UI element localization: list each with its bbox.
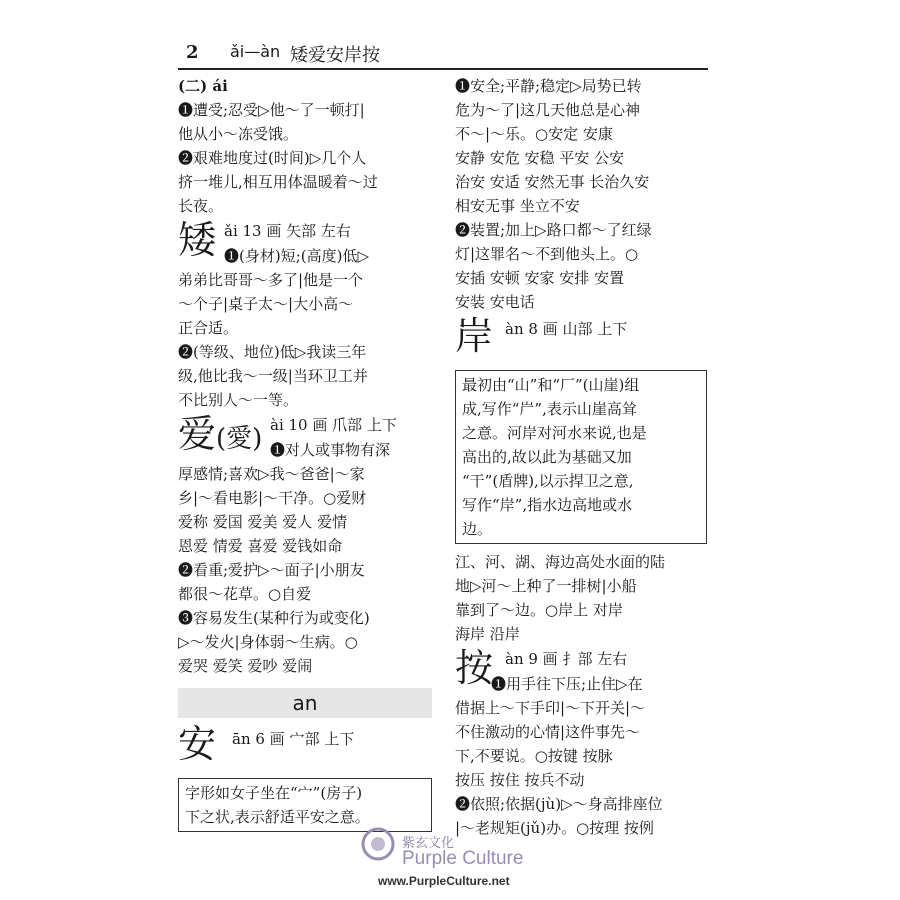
an-shore-def xyxy=(455,550,707,646)
an-press-def xyxy=(455,696,707,840)
text-line: 江、河、湖、海边高处水面的陆 xyxy=(455,553,666,571)
text-line: 靠到了～边。○岸上 对岸 xyxy=(455,601,623,619)
text-line: 爱哭 爱笑 爱吵 爱闹 xyxy=(178,657,313,675)
text-line: 厚感情;喜欢▷我～爸爸|～家 xyxy=(178,465,365,483)
headword-an-press: 按 xyxy=(455,646,494,690)
headword-ai-short: 矮 xyxy=(178,218,217,262)
text-line: ❶遭受;忍受▷他～了一顿打| xyxy=(178,101,365,119)
text-line: 最初由“山”和“厂”(山崖)组 xyxy=(462,376,640,394)
entry-head-an-press xyxy=(455,648,707,696)
text-line: 相安无事 坐立不安 xyxy=(455,197,580,215)
text-line: 字形如女子坐在“宀”(房子) xyxy=(185,784,363,802)
text-line: ❷看重;爱护▷～面子|小朋友 xyxy=(178,561,365,579)
entry-first-line: ❶用手往下压;止住▷在 xyxy=(491,675,643,693)
text-line: 之意。河岸对河水来说,也是 xyxy=(462,424,647,442)
text-line: 弟弟比哥哥～多了|他是一个 xyxy=(178,271,364,289)
headword-an-peace: 安 xyxy=(178,722,217,766)
ai-def-2 xyxy=(178,146,432,218)
text-line: 地▷河～上种了一排树|小船 xyxy=(455,577,637,595)
text-line: 都很～花草。○自爱 xyxy=(178,585,312,603)
text-line: ▷～发火|身体弱～生病。○ xyxy=(178,633,358,651)
text-line: 安装 安电话 xyxy=(455,293,535,311)
entry-head-ai-short xyxy=(178,220,432,268)
text-line: 按压 按住 按兵不动 xyxy=(455,771,585,789)
entry-first-line: ❶(身材)短;(高度)低▷ xyxy=(224,247,369,265)
page-header xyxy=(178,40,708,70)
text-line: 海岸 沿岸 xyxy=(455,625,520,643)
ai-def-1 xyxy=(178,98,432,146)
headword-ai-love xyxy=(178,412,262,461)
an-def-1 xyxy=(455,74,707,218)
text-line: 借据上～下手印|～下开关|～ xyxy=(455,699,646,717)
text-line: 灯|这罪名～不到他头上。○ xyxy=(455,245,639,263)
purple-culture-logo-icon xyxy=(360,826,396,862)
entry-first-line: ❶对人或事物有深 xyxy=(270,441,391,459)
ai-love-def xyxy=(178,462,432,678)
text-line: 边。 xyxy=(462,520,493,538)
etymology-box-an xyxy=(178,778,432,832)
watermark xyxy=(360,826,560,896)
entry-meta: àn 8 画 山部 上下 xyxy=(505,320,628,338)
text-line: 下,不要说。○按键 按脉 xyxy=(455,747,613,765)
entry-head-an-shore xyxy=(455,316,707,364)
text-line: 乡|～看电影|～干净。○爱财 xyxy=(178,489,367,507)
text-line: ～个子|桌子太～|大小高～ xyxy=(178,295,354,313)
text-line: ❸容易发生(某种行为或变化) xyxy=(178,609,370,627)
sub-heading-ai: (二) ái xyxy=(178,77,228,95)
entry-meta: ài 10 画 爪部 上下 xyxy=(270,416,397,434)
watermark-url: www.PurpleCulture.net xyxy=(378,874,510,888)
entry-meta: ǎi 13 画 矢部 左右 xyxy=(224,222,351,240)
text-line: 下之状,表示舒适平安之意。 xyxy=(185,808,370,826)
watermark-chinese: 紫玄文化 xyxy=(402,836,455,851)
text-line: 挤一堆儿,相互用体温暖着～过 xyxy=(178,173,378,191)
headword-an-shore: 岸 xyxy=(455,314,494,358)
text-line: 不～|～乐。○安定 安康 xyxy=(455,125,613,143)
text-line: ❷装置;加上▷路口都～了红绿 xyxy=(455,221,652,239)
text-line: ❶安全;平静;稳定▷局势已转 xyxy=(455,77,642,95)
text-line: 长夜。 xyxy=(178,197,224,215)
right-column xyxy=(455,74,707,840)
text-line: ❷依照;依据(jù)▷～身高排座位 xyxy=(455,795,663,813)
header-pinyin-range: ǎi—àn xyxy=(230,42,281,61)
entry-head-ai-love xyxy=(178,414,432,462)
text-line: 安插 安顿 安家 安排 安置 xyxy=(455,269,625,287)
text-line: 安静 安危 安稳 平安 公安 xyxy=(455,149,625,167)
text-line: 爱称 爱国 爱美 爱人 爱情 xyxy=(178,513,348,531)
text-line: 成,写作“屵”,表示山崖高耸 xyxy=(462,400,637,418)
text-line: 不比别人～一等。 xyxy=(178,391,299,409)
text-line: 他从小～冻受饿。 xyxy=(178,125,299,143)
text-line: |～老规矩(jǔ)办。○按理 按例 xyxy=(455,819,654,837)
header-characters: 矮爱安岸按 xyxy=(290,45,380,66)
ai-short-def xyxy=(178,268,432,412)
text-line: 级,他比我～一级|当环卫工并 xyxy=(178,367,368,385)
etymology-box-shore xyxy=(455,370,707,544)
text-line: “干”(盾牌),以示捍卫之意, xyxy=(462,472,634,490)
watermark-english: Purple Culture xyxy=(402,848,524,869)
text-line: ❷艰难地度过(时间)▷几个人 xyxy=(178,149,367,167)
an-def-2 xyxy=(455,218,707,314)
text-line: 正合适。 xyxy=(178,319,239,337)
text-line: ❷(等级、地位)低▷我读三年 xyxy=(178,343,367,361)
headword-char: 爱 xyxy=(178,412,217,456)
entry-head-an-peace xyxy=(178,724,432,772)
entry-meta: ān 6 画 宀部 上下 xyxy=(232,730,355,748)
headword-traditional: (愛) xyxy=(216,424,263,454)
text-line: 危为～了|这几天他总是心神 xyxy=(455,101,641,119)
left-column xyxy=(178,74,432,838)
page-number: 2 xyxy=(186,42,199,63)
section-bar-an: an xyxy=(178,688,432,718)
entry-meta: àn 9 画 扌部 左右 xyxy=(505,650,628,668)
text-line: 恩爱 情爱 喜爱 爱钱如命 xyxy=(178,537,343,555)
text-line: 写作“岸”,指水边高地或水 xyxy=(462,496,633,514)
text-line: 治安 安适 安然无事 长治久安 xyxy=(455,173,650,191)
text-line: 高出的,故以此为基础又加 xyxy=(462,448,632,466)
text-line: 不住激动的心情|这件事先～ xyxy=(455,723,641,741)
